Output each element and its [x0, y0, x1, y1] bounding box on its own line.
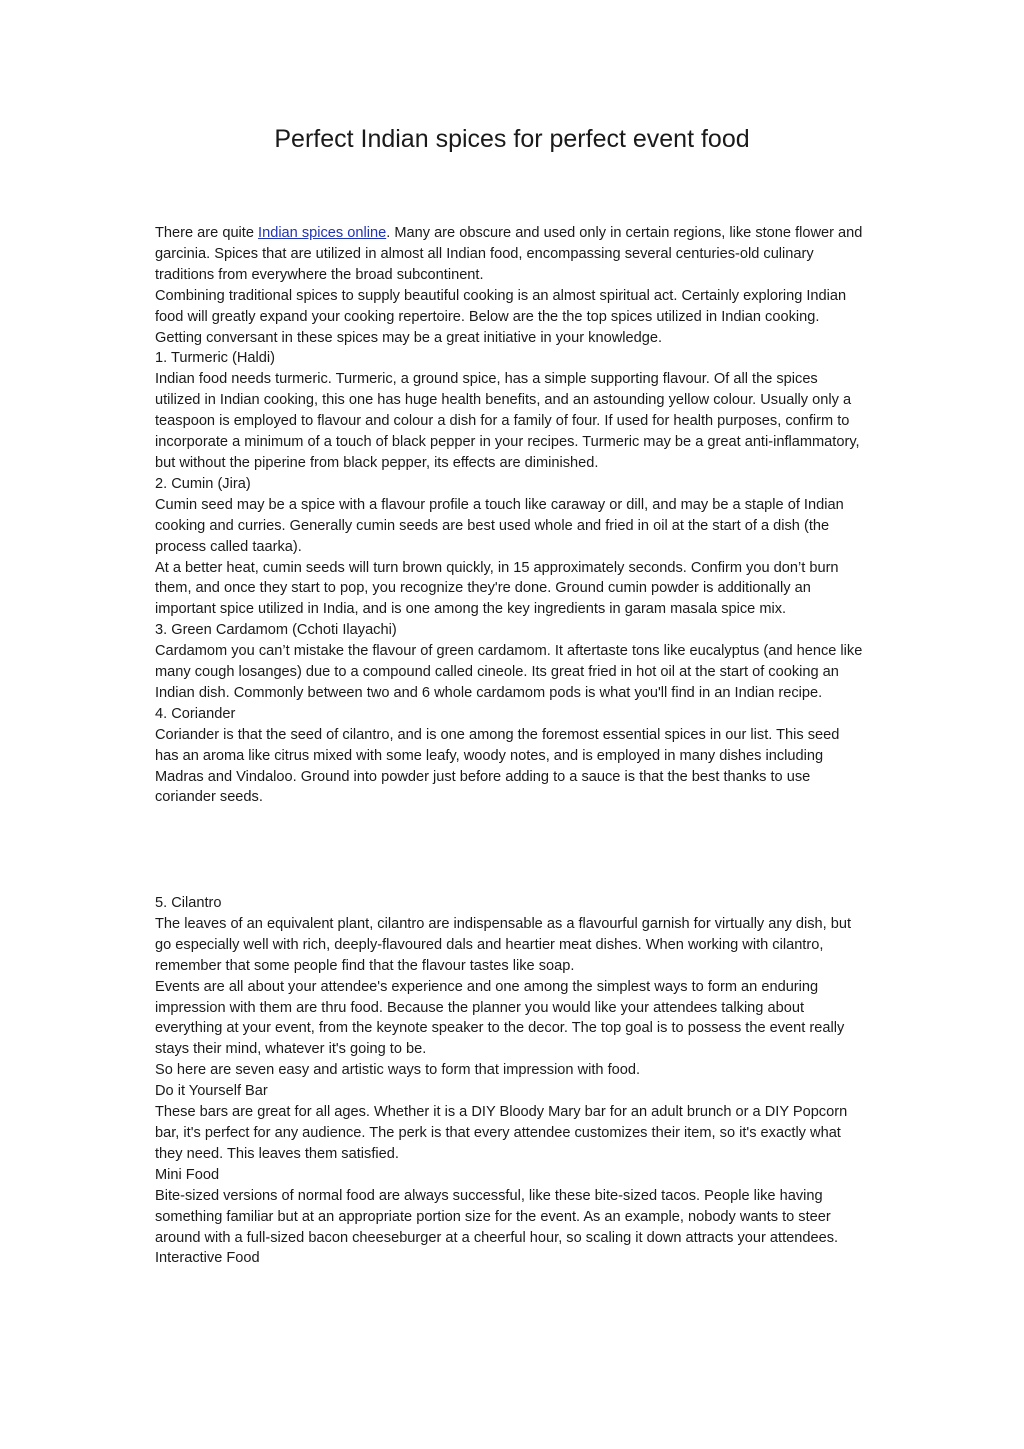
paragraph: Events are all about your attendee's experience and one among the simplest ways to form an enduring impression with them are thru food. Because the planner you would like your attendees talking about everything at your event, from the keynote speaker to the decor. The top goal is to possess the event really stays their mind, whatever it's going to be. — [155, 978, 845, 1058]
paragraph: Cumin seed may be a spice with a flavour profile a touch like caraway or dill, and may be a staple of Indian cooking and curries. Generally cumin seeds are best used whole and fried in oil at the start of a dish (the process called taarka). — [155, 496, 844, 555]
heading-interactive-food: Interactive Food — [155, 1250, 260, 1267]
paragraph: Cardamom you can’t mistake the flavour of green cardamom. It aftertaste tons like eucalyptus (and hence like many cough losanges) due to a compound called cineole. Its great fried in hot oil at the start of cooking an Indian dish. Commonly between two and 6 whole cardamom pods is what you'll find in an Indian recipe. — [155, 643, 863, 701]
paragraph: Combining traditional spices to supply beautiful cooking is an almost spiritual act. Certainly exploring Indian food will greatly expand your cooking repertoire. Below are the the top spices utilized in Indian cooking. Getting conversant in these spices may be a great initiative in your knowledge. — [155, 287, 847, 346]
heading-turmeric: 1. Turmeric (Haldi) — [155, 350, 276, 367]
paragraph: The leaves of an equivalent plant, cilantro are indispensable as a flavourful garnish for virtually any dish, but go especially well with rich, deeply-flavoured dals and heartier meat dishes. When working with cilantro, remember that some people find that the flavour tastes like soap. — [155, 915, 852, 974]
paragraph: These bars are great for all ages. Whether it is a DIY Bloody Mary bar for an adult brunch or a DIY Popcorn bar, it's perfect for any audience. The perk is that every attendee customizes their item, so it's exactly what they need. This leaves them satisfied. — [155, 1104, 848, 1162]
heading-mini-food: Mini Food — [155, 1166, 220, 1183]
paragraph: Indian food needs turmeric. Turmeric, a ground spice, has a simple supporting flavour. Of all the spices utilized in Indian cooking, this one has huge health benefits, and an astounding yellow colour. Usually only a teaspoon is employed to flavour and colour a dish for a family of four. If used for health purposes, confirm to incorporate a minimum of a touch of black pepper in your recipes. Turmeric may be a great anti-inflammatory, but without the piperine from black pepper, its effects are diminished. — [155, 371, 860, 471]
paragraph: So here are seven easy and artistic ways to form that impression with food. — [155, 1062, 641, 1079]
heading-green-cardamom: 3. Green Cardamom (Cchoti Ilayachi) — [155, 622, 397, 639]
intro-text-after-link: . Many are obscure and used only in certain regions, like stone flower and garcinia. Spices that are utilized in almost all Indian food, encompassing several centuries-old culinary traditions from everywhere the broad subcontinent. — [155, 225, 863, 283]
document-title: Perfect Indian spices for perfect event food — [274, 125, 750, 153]
intro-text-before-link: There are quite — [155, 225, 259, 241]
body-section-b — [155, 893, 865, 1269]
body-section-a — [155, 223, 865, 808]
heading-diy-bar: Do it Yourself Bar — [155, 1083, 268, 1100]
heading-coriander: 4. Coriander — [155, 705, 236, 722]
paragraph: At a better heat, cumin seeds will turn brown quickly, in 15 approximately seconds. Confirm you don’t burn them, and once they start to pop, you recognize they're done. Ground cumin powder is additionally an important spice utilized in India, and is one among the key ingredients in garam masala spice mix. — [155, 559, 839, 618]
indian-spices-online-link[interactable]: Indian spices online — [258, 225, 387, 241]
intro-paragraph — [155, 223, 865, 286]
heading-cilantro: 5. Cilantro — [155, 895, 222, 911]
heading-cumin: 2. Cumin (Jira) — [155, 475, 251, 492]
paragraph: Bite-sized versions of normal food are always successful, like these bite-sized tacos. People like having something familiar but at an appropriate portion size for the event. As an example, nobody wants to steer around with a full-sized bacon cheeseburger at a cheerful hour, so scaling it down attracts your attendees. — [155, 1187, 839, 1246]
paragraph: Coriander is that the seed of cilantro, and is one among the foremost essential spices in our list. This seed has an aroma like citrus mixed with some leafy, woody notes, and is employed in many dishes including Madras and Vindaloo. Ground into powder just before adding to a sauce is that the best thanks to use coriander seeds. — [155, 726, 840, 806]
